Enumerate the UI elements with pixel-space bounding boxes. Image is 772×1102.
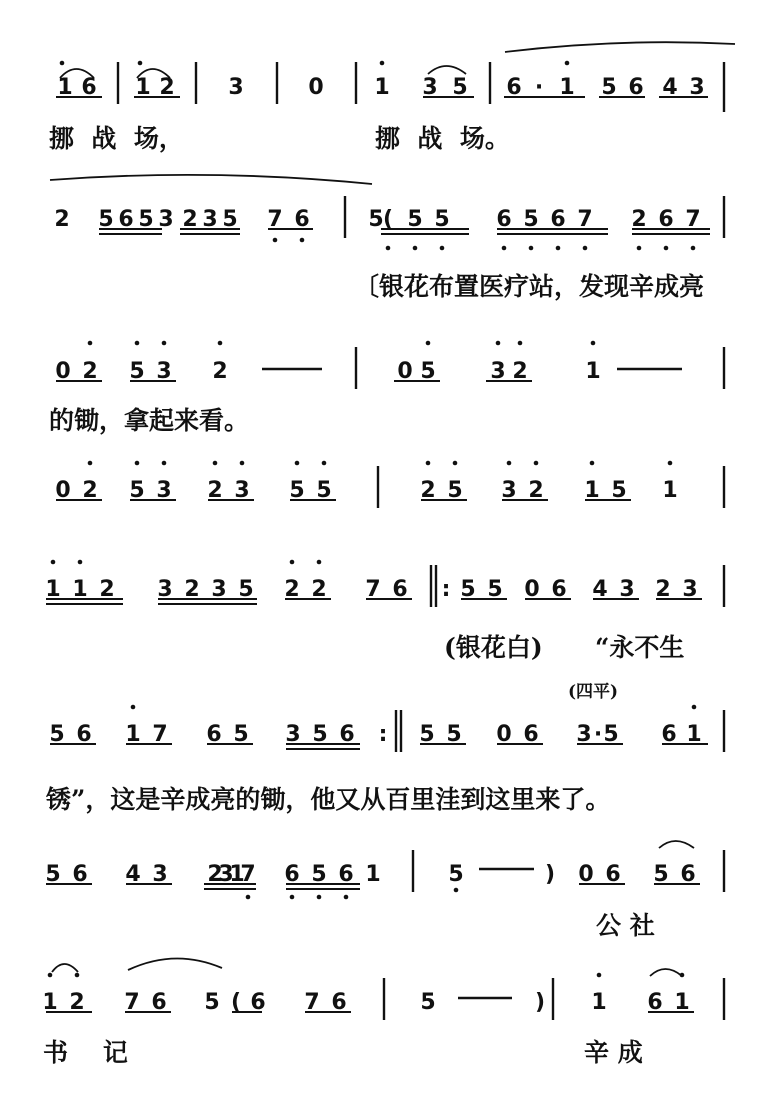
jianpu-note: 7 xyxy=(267,207,283,232)
jianpu-note: 5 xyxy=(603,722,619,747)
jianpu-note: 5 xyxy=(316,478,332,503)
jianpu-note: 2 xyxy=(311,577,327,602)
jianpu-note: 2 xyxy=(99,577,115,602)
jianpu-note: 6 xyxy=(294,207,310,232)
jianpu-note: 1 xyxy=(686,722,702,747)
jianpu-note: 5 xyxy=(653,862,669,887)
lyric-row8-a: 书 记 xyxy=(43,1038,128,1067)
jianpu-note: 5 xyxy=(448,862,464,887)
jianpu-note: 5 xyxy=(487,577,503,602)
jianpu-note: 6 xyxy=(605,862,621,887)
jianpu-note: 0 xyxy=(308,75,324,100)
jianpu-note: 5 xyxy=(222,207,238,232)
jianpu-note: 6 xyxy=(206,722,222,747)
jianpu-note: 6 xyxy=(284,862,300,887)
jianpu-note: 1 xyxy=(584,478,600,503)
jianpu-note: 1 xyxy=(559,75,575,100)
jianpu-note: 4 xyxy=(125,862,141,887)
jianpu-note: 2 xyxy=(631,207,647,232)
jianpu-note: 0 xyxy=(524,577,540,602)
jianpu-note: 5 xyxy=(523,207,539,232)
jianpu-note: 2 xyxy=(54,207,70,232)
jianpu-note: 0 xyxy=(578,862,594,887)
jianpu-note: 2 xyxy=(184,577,200,602)
jianpu-note: 6 xyxy=(118,207,134,232)
jianpu-note: 1 xyxy=(365,862,381,887)
jianpu-note: 6 xyxy=(72,862,88,887)
lyric-row8-b: 辛 成 xyxy=(584,1038,643,1067)
jianpu-note: 2 xyxy=(69,990,85,1015)
jianpu-note: 2 xyxy=(82,359,98,384)
jianpu-note: 1 xyxy=(57,75,73,100)
jianpu-note: 5 xyxy=(420,990,436,1015)
jianpu-note: 3 xyxy=(234,478,250,503)
jianpu-note: 1 xyxy=(42,990,58,1015)
jianpu-note: 3 xyxy=(157,577,173,602)
jianpu-note: 2 xyxy=(207,862,223,887)
jianpu-note: 3 xyxy=(576,722,592,747)
jianpu-note: · xyxy=(534,75,544,100)
jianpu-note: 5 xyxy=(49,722,65,747)
jianpu-note: 0 xyxy=(55,359,71,384)
jianpu-note: 1 xyxy=(125,722,141,747)
jianpu-note: 5 xyxy=(129,359,145,384)
jianpu-note: 3 xyxy=(202,207,218,232)
jianpu-note: : xyxy=(441,577,451,602)
jianpu-note: 7 xyxy=(304,990,320,1015)
jianpu-note: 3 xyxy=(501,478,517,503)
jianpu-note: 5 xyxy=(138,207,154,232)
jianpu-note: 7 xyxy=(685,207,701,232)
jianpu-note: 1 xyxy=(585,359,601,384)
jianpu-note: 1 xyxy=(45,577,61,602)
jianpu-note: 6 xyxy=(339,722,355,747)
jianpu-note: 7 xyxy=(365,577,381,602)
jianpu-note: ) xyxy=(534,990,546,1015)
jianpu-note: 3 xyxy=(619,577,635,602)
jianpu-note: 6 xyxy=(338,862,354,887)
jianpu-note: 5 xyxy=(238,577,254,602)
jianpu-note: 1 xyxy=(674,990,690,1015)
jianpu-note: 2 xyxy=(284,577,300,602)
jianpu-note: 3 xyxy=(285,722,301,747)
jianpu-note: 5 xyxy=(452,75,468,100)
jianpu-note: 7 xyxy=(577,207,593,232)
jianpu-note: 2 xyxy=(182,207,198,232)
jianpu-note: 5 xyxy=(233,722,249,747)
jianpu-note: 3 xyxy=(218,862,234,887)
jianpu-note: 5 xyxy=(312,722,328,747)
lyric-row5-b: “永不生 xyxy=(595,633,685,662)
annotation-siping: (四平) xyxy=(568,682,619,702)
jianpu-note: 0 xyxy=(55,478,71,503)
jianpu-note: 5 xyxy=(447,478,463,503)
jianpu-note: ) xyxy=(544,862,556,887)
jianpu-note: 0 xyxy=(397,359,413,384)
notation-marks xyxy=(46,42,735,1020)
jianpu-note: 5 xyxy=(98,207,114,232)
jianpu-note: 2 xyxy=(655,577,671,602)
lyric-row2: 〔银花布置医疗站，发现辛成亮 xyxy=(354,272,705,301)
jianpu-note: 4 xyxy=(662,75,678,100)
jianpu-note: 3 xyxy=(490,359,506,384)
jianpu-note: 7 xyxy=(124,990,140,1015)
jianpu-note: 0 xyxy=(496,722,512,747)
lyric-row7: 公 社 xyxy=(596,911,655,940)
jianpu-note: 3 xyxy=(152,862,168,887)
jianpu-note: 1 xyxy=(72,577,88,602)
jianpu-note: 5 xyxy=(45,862,61,887)
jianpu-note: 6 xyxy=(647,990,663,1015)
jianpu-note: 3 xyxy=(158,207,174,232)
jianpu-note: 5 xyxy=(204,990,220,1015)
jianpu-note: 1 xyxy=(591,990,607,1015)
jianpu-note: · xyxy=(593,722,603,747)
jianpu-note: 2 xyxy=(420,478,436,503)
jianpu-note: 5 xyxy=(446,722,462,747)
jianpu-note: 7 xyxy=(152,722,168,747)
jianpu-note: 3 xyxy=(689,75,705,100)
jianpu-note: 1 xyxy=(135,75,151,100)
jianpu-note: 6 xyxy=(76,722,92,747)
jianpu-note: 3 xyxy=(211,577,227,602)
jianpu-note: 5 xyxy=(601,75,617,100)
jianpu-note: 5 xyxy=(434,207,450,232)
jianpu-note: 6 xyxy=(506,75,522,100)
jianpu-note: 6 xyxy=(523,722,539,747)
jianpu-note: 6 xyxy=(331,990,347,1015)
jianpu-note: 2 xyxy=(207,478,223,503)
jianpu-note: 2 xyxy=(528,478,544,503)
jianpu-note: 3 xyxy=(682,577,698,602)
jianpu-note: 6 xyxy=(658,207,674,232)
jianpu-note: 3 xyxy=(228,75,244,100)
jianpu-note: 5 xyxy=(129,478,145,503)
jianpu-note: 6 xyxy=(628,75,644,100)
jianpu-note: 1 xyxy=(662,478,678,503)
jianpu-note: 1 xyxy=(229,862,245,887)
jianpu-note: 5 xyxy=(460,577,476,602)
jianpu-note: 2 xyxy=(212,359,228,384)
jianpu-note: 2 xyxy=(512,359,528,384)
lyric-row1-b: 挪 战 场。 xyxy=(375,124,510,153)
jianpu-note: 5 xyxy=(368,207,384,232)
notes-layer xyxy=(42,75,704,1015)
jianpu-note: 6 xyxy=(661,722,677,747)
jianpu-note: 5 xyxy=(419,722,435,747)
lyric-row3: 的锄，拿起来看。 xyxy=(49,406,250,435)
jianpu-note: 6 xyxy=(496,207,512,232)
jianpu-note: 6 xyxy=(680,862,696,887)
jianpu-note: : xyxy=(378,722,388,747)
jianpu-note: ( xyxy=(230,990,242,1015)
jianpu-note: 3 xyxy=(156,478,172,503)
jianpu-note: 1 xyxy=(374,75,390,100)
jianpu-note: 2 xyxy=(82,478,98,503)
jianpu-note: 6 xyxy=(551,577,567,602)
jianpu-note: 2 xyxy=(159,75,175,100)
jianpu-note: 3 xyxy=(422,75,438,100)
lyric-row1-a: 挪 战 场， xyxy=(49,124,184,153)
jianpu-note: 5 xyxy=(289,478,305,503)
jianpu-note: 6 xyxy=(151,990,167,1015)
jianpu-note: 6 xyxy=(550,207,566,232)
jianpu-note: 3 xyxy=(156,359,172,384)
jianpu-note: 4 xyxy=(592,577,608,602)
jianpu-note: 6 xyxy=(392,577,408,602)
lyric-row6: 锈”，这是辛成亮的锄，他又从百里洼到这里来了。 xyxy=(46,785,611,814)
jianpu-note: 7 xyxy=(240,862,256,887)
jianpu-note: 5 xyxy=(611,478,627,503)
jianpu-note: 5 xyxy=(311,862,327,887)
jianpu-note: ( xyxy=(382,207,394,232)
jianpu-note: 5 xyxy=(420,359,436,384)
jianpu-note: 5 xyxy=(407,207,423,232)
jianpu-note: 6 xyxy=(250,990,266,1015)
lyric-row5-a: (银花白) xyxy=(444,633,543,662)
jianpu-note: 6 xyxy=(81,75,97,100)
